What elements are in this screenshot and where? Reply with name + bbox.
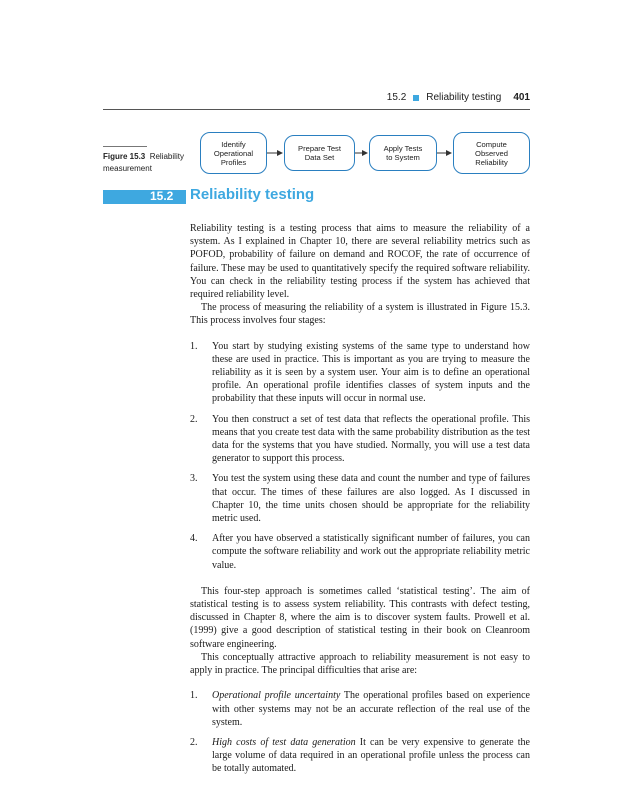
step-4-line-2: Observed xyxy=(475,148,508,158)
step-compute-reliability xyxy=(453,132,530,174)
paragraph-2: The process of measuring the reliability of a system is illustrated in Figure 15.3. This process involves four stages: xyxy=(190,302,530,327)
list-item-text: You test the system using these data and count the number and type of failures that occur. The times of these failures are also logged. As I discussed in Chapter 10, the time units chosen should be appropriate for the reliability metric used. xyxy=(212,473,530,525)
section-heading-bar xyxy=(103,190,186,204)
step-2-line-2: Data Set xyxy=(304,153,335,162)
difficulty-term: Operational profile uncertainty xyxy=(212,690,341,702)
square-bullet-icon xyxy=(413,95,419,101)
list-item-number: 1. xyxy=(190,690,198,702)
difficulty-description: The operational profiles based on experience with other systems may not be an accurate reflection of the real use of the system. xyxy=(212,690,530,728)
section-number: 15.2 xyxy=(150,189,174,203)
difficulty-description: It can be very expensive to generate the large volume of data required in an operational profile unless the process can be totally automated. xyxy=(212,736,530,775)
body-text xyxy=(190,222,530,783)
stages-list xyxy=(190,340,530,572)
list-item-text: After you have observed a statistically significant number of failures, you can compute the software reliability and work out the appropriate reliability metric value. xyxy=(212,533,530,571)
list-item-number: 2. xyxy=(190,736,198,748)
figure-label: Figure 15.3 xyxy=(103,152,146,161)
list-item-number: 2. xyxy=(190,413,198,425)
reliability-measurement-diagram xyxy=(195,131,535,176)
step-4-line-3: Reliability xyxy=(475,157,508,167)
list-item-text: You then construct a set of test data that reflects the operational profile. This means that you create test data with the same probability distribution as the test data for the systems that you have studied. Normally, you will use a test data generator to support this process. xyxy=(212,413,530,465)
figure-caption-rule xyxy=(103,146,147,147)
list-item-text: You start by studying existing systems of the same type to understand how these are used in practice. This is important as you are trying to measure the reliability as it is seen by a system user. Your aim is to define an operational profile. An operational profile identifies classes of system inputs and the probability that these inputs will occur in normal use. xyxy=(212,340,530,405)
list-item xyxy=(190,532,530,572)
figure-caption-text: Reliability measurement xyxy=(103,152,184,173)
step-3-line-2: to System xyxy=(386,153,420,162)
difficulty-term: High costs of test data generation xyxy=(212,736,356,748)
figure-caption xyxy=(103,151,195,175)
running-header xyxy=(387,92,530,103)
step-4-line-1: Compute xyxy=(476,139,507,149)
list-item-text xyxy=(212,689,530,729)
list-item-number: 3. xyxy=(190,473,198,485)
list-item xyxy=(190,472,530,525)
list-item xyxy=(190,340,530,406)
step-2-line-1: Prepare Test xyxy=(298,144,341,153)
list-item xyxy=(190,413,530,466)
step-3-line-1: Apply Tests xyxy=(383,144,423,153)
paragraph-4: This conceptually attractive approach to reliability measurement is not easy to apply in practice. The principal difficulties that arise are: xyxy=(190,651,530,677)
header-title: Reliability testing xyxy=(426,92,502,103)
list-item-number: 4. xyxy=(190,533,198,545)
page-number: 401 xyxy=(513,92,530,103)
list-item-text xyxy=(212,736,530,776)
paragraph-3: This four-step approach is sometimes called ‘statistical testing’. The aim of statistical testing is to assess system reliability. This contrasts with defect testing, discussed in Chapter 8, where the aim is to discover system faults. Prowell et al. (1999) give a good description of statistical testing in their book on Cleanroom software engineering. xyxy=(190,585,530,650)
paragraph-1: Reliability testing is a testing process that aims to measure the reliability of a system. As I explained in Chapter 10, there are several reliability metrics such as POFOD, probability of failure on demand and ROCOF, the rate of occurrence of failure. These may be used to quantitatively specify the required software reliability. You can check in the reliability testing process if the system has achieved that required reliability level. xyxy=(190,223,530,301)
section-title: Reliability testing xyxy=(190,186,315,203)
list-item xyxy=(190,689,530,729)
step-prepare-test-data xyxy=(284,135,355,171)
step-1-line-1: Identify xyxy=(221,139,246,149)
step-apply-tests xyxy=(369,135,437,171)
header-divider xyxy=(103,109,530,110)
difficulties-list xyxy=(190,689,530,775)
step-identify-profiles xyxy=(200,132,267,174)
list-item xyxy=(190,736,530,776)
step-1-line-3: Profiles xyxy=(220,157,247,167)
list-item-number: 1. xyxy=(190,340,198,352)
step-1-line-2: Operational xyxy=(213,148,254,158)
header-section-number: 15.2 xyxy=(386,92,407,103)
